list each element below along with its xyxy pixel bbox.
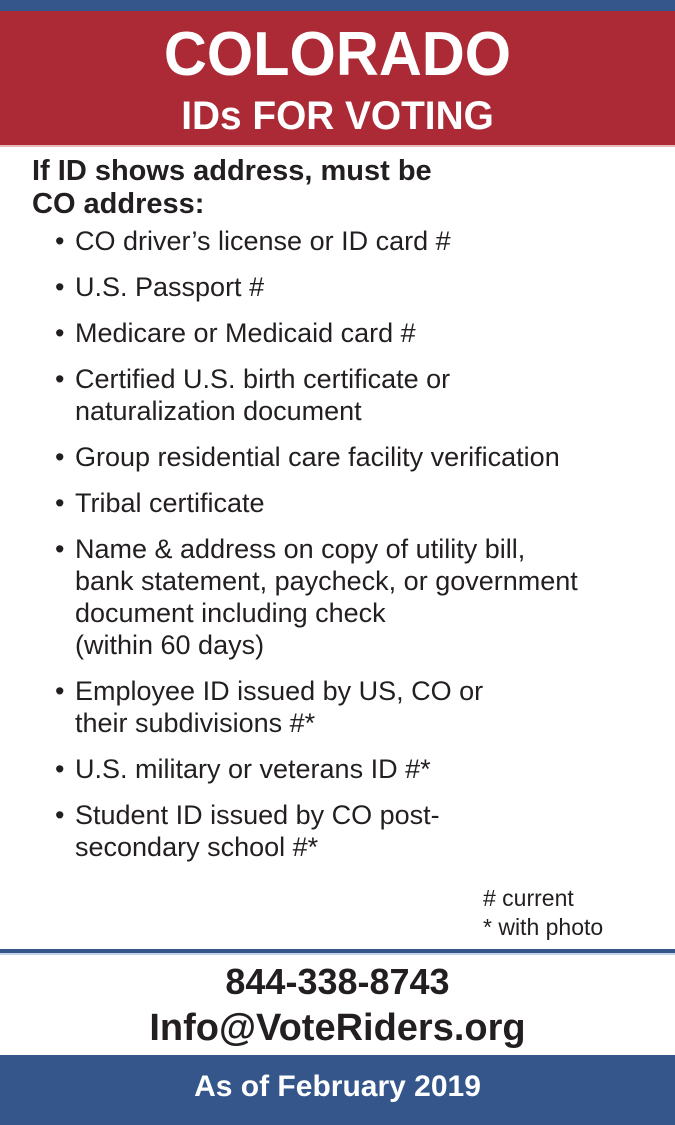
list-item — [0, 225, 675, 257]
bullet-icon: • — [55, 272, 65, 302]
list-item-line: U.S. military or veterans ID #* — [75, 754, 431, 784]
list-item-line: Group residential care facility verification — [75, 442, 560, 472]
heading-line-2: CO address: — [32, 188, 205, 220]
header-edge — [0, 145, 675, 147]
bullet-icon: • — [55, 800, 65, 830]
list-item-line: Name & address on copy of utility bill, — [75, 534, 526, 564]
legend-current: # current — [483, 885, 574, 911]
list-item — [0, 533, 675, 661]
list-item — [0, 271, 675, 303]
bullet-icon: • — [55, 364, 65, 394]
list-item — [0, 753, 675, 785]
phone-number[interactable]: 844-338-8743 — [225, 961, 450, 1002]
list-item-line: U.S. Passport # — [75, 272, 265, 302]
list-item-line: Tribal certificate — [75, 488, 265, 518]
id-requirements — [0, 155, 675, 877]
top-blue-strip — [0, 0, 675, 11]
list-item-line: CO driver’s license or ID card # — [75, 226, 451, 256]
list-item — [0, 441, 675, 473]
list-item-line: Medicare or Medicaid card # — [75, 318, 416, 348]
list-item-line: their subdivisions #* — [75, 708, 316, 738]
legend — [483, 884, 603, 942]
legend-photo: * with photo — [483, 914, 604, 940]
list-item-line: bank statement, paycheck, or government — [75, 566, 578, 596]
list-item — [0, 799, 675, 863]
as-of-date: As of February 2019 — [194, 1070, 481, 1103]
footer-banner — [0, 1055, 675, 1125]
bullet-icon: • — [55, 226, 65, 256]
list-item-line: secondary school #* — [75, 832, 319, 862]
header-banner — [0, 11, 675, 145]
page-title: COLORADO — [163, 20, 512, 89]
list-item-line: Student ID issued by CO post- — [75, 800, 440, 830]
list-item — [0, 487, 675, 519]
contact-info — [0, 962, 675, 1050]
heading-line-1: If ID shows address, must be — [32, 155, 432, 187]
bullet-icon: • — [55, 442, 65, 472]
list-item-line: Employee ID issued by US, CO or — [75, 676, 484, 706]
bullet-icon: • — [55, 676, 65, 706]
divider-highlight — [0, 953, 675, 955]
bullet-icon: • — [55, 754, 65, 784]
email-address[interactable]: Info@VoteRiders.org — [149, 1007, 526, 1049]
list-item-line: naturalization document — [75, 396, 362, 426]
list-item — [0, 363, 675, 427]
list-item — [0, 317, 675, 349]
bullet-icon: • — [55, 318, 65, 348]
bullet-icon: • — [55, 534, 65, 564]
list-item-line: Certified U.S. birth certificate or — [75, 364, 451, 394]
list-item-line: document including check — [75, 598, 386, 628]
page-subtitle: IDs FOR VOTING — [181, 94, 494, 138]
list-item — [0, 675, 675, 739]
bullet-icon: • — [55, 488, 65, 518]
section-heading — [32, 155, 592, 221]
id-list — [0, 225, 675, 863]
list-item-line: (within 60 days) — [75, 630, 265, 660]
